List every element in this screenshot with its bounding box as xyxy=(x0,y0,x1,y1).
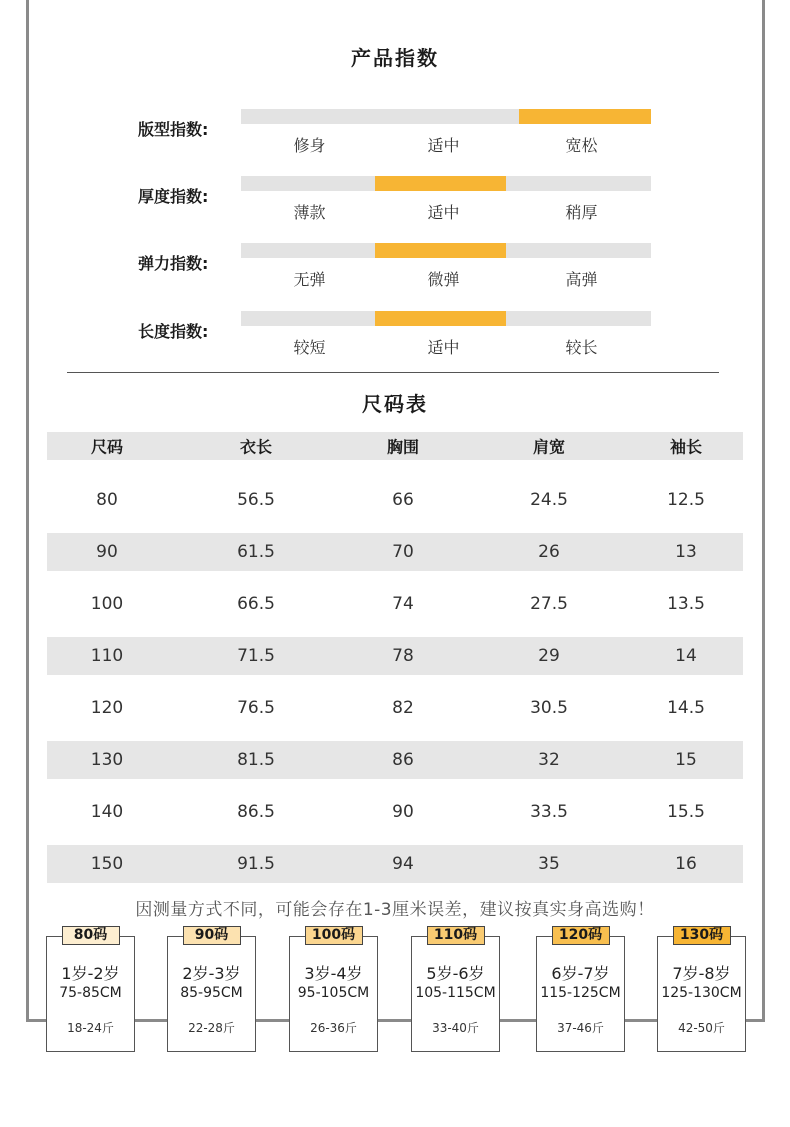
table-cell: 29 xyxy=(538,646,560,666)
table-cell: 90 xyxy=(96,542,118,562)
table-cell: 80 xyxy=(96,490,118,510)
table-cell: 86 xyxy=(392,750,414,770)
size-badge: 90码 xyxy=(183,926,241,945)
frame-bottom-border xyxy=(26,1019,765,1022)
card-height-range: 125-130CM xyxy=(661,985,742,1001)
table-header-cell: 尺码 xyxy=(90,437,124,457)
index-option: 稍厚 xyxy=(565,203,598,222)
table-cell: 91.5 xyxy=(237,854,275,874)
table-cell: 110 xyxy=(90,646,124,666)
card-weight-range: 26-36斤 xyxy=(310,1021,357,1035)
table-cell: 70 xyxy=(392,542,414,562)
size-badge: 120码 xyxy=(552,926,610,945)
table-cell: 81.5 xyxy=(237,750,275,770)
size-card xyxy=(657,927,746,1052)
table-row xyxy=(47,689,743,727)
index-label: 版型指数: xyxy=(138,120,209,139)
index-option: 适中 xyxy=(427,136,460,155)
size-card xyxy=(411,927,500,1052)
index-selected-marker xyxy=(519,109,651,124)
index-option: 高弹 xyxy=(565,270,598,289)
table-cell: 76.5 xyxy=(237,698,275,718)
table-row xyxy=(47,845,743,883)
table-cell: 120 xyxy=(90,698,124,718)
table-cell: 61.5 xyxy=(237,542,275,562)
index-label: 厚度指数: xyxy=(138,187,209,206)
table-cell: 15 xyxy=(675,750,697,770)
table-row xyxy=(47,637,743,675)
table-cell: 27.5 xyxy=(530,594,568,614)
size-card xyxy=(46,927,135,1052)
index-option: 修身 xyxy=(293,136,326,155)
table-cell: 13.5 xyxy=(667,594,705,614)
index-option: 较短 xyxy=(293,338,326,357)
index-option: 微弹 xyxy=(427,270,460,289)
table-cell: 100 xyxy=(90,594,124,614)
table-cell: 130 xyxy=(90,750,124,770)
table-header-cell: 胸围 xyxy=(386,437,420,457)
table-cell: 14 xyxy=(675,646,697,666)
table-cell: 15.5 xyxy=(667,802,705,822)
size-badge: 100码 xyxy=(305,926,363,945)
card-height-range: 105-115CM xyxy=(415,985,496,1001)
index-row xyxy=(0,243,790,293)
table-row xyxy=(47,533,743,571)
table-cell: 13 xyxy=(675,542,697,562)
table-cell: 14.5 xyxy=(667,698,705,718)
size-chart-table xyxy=(47,432,743,892)
table-cell: 78 xyxy=(392,646,414,666)
card-age-range: 6岁-7岁 xyxy=(551,964,610,983)
card-height-range: 95-105CM xyxy=(297,985,370,1001)
table-header-cell: 衣长 xyxy=(239,437,273,457)
index-option: 无弹 xyxy=(293,270,326,289)
index-option: 薄款 xyxy=(293,203,326,222)
table-cell: 16 xyxy=(675,854,697,874)
table-header-cell: 肩宽 xyxy=(532,437,566,457)
table-cell: 90 xyxy=(392,802,414,822)
index-row xyxy=(0,311,790,361)
table-cell: 94 xyxy=(392,854,414,874)
card-age-range: 3岁-4岁 xyxy=(304,964,363,983)
card-height-range: 75-85CM xyxy=(59,985,122,1001)
card-weight-range: 22-28斤 xyxy=(188,1021,235,1035)
card-height-range: 115-125CM xyxy=(540,985,621,1001)
index-option: 适中 xyxy=(427,338,460,357)
table-header-cell: 袖长 xyxy=(669,437,703,457)
section-divider xyxy=(67,372,719,373)
card-age-range: 7岁-8岁 xyxy=(672,964,731,983)
size-card xyxy=(167,927,256,1052)
index-option: 宽松 xyxy=(565,136,598,155)
size-badge: 80码 xyxy=(62,926,120,945)
card-age-range: 5岁-6岁 xyxy=(426,964,485,983)
index-row xyxy=(0,176,790,226)
table-cell: 26 xyxy=(538,542,560,562)
index-label: 弹力指数: xyxy=(138,254,209,273)
card-weight-range: 33-40斤 xyxy=(432,1021,479,1035)
index-option: 适中 xyxy=(427,203,460,222)
table-cell: 82 xyxy=(392,698,414,718)
index-row xyxy=(0,109,790,159)
table-cell: 30.5 xyxy=(530,698,568,718)
index-selected-marker xyxy=(375,176,506,191)
table-row xyxy=(47,741,743,779)
card-age-range: 2岁-3岁 xyxy=(182,964,241,983)
table-cell: 12.5 xyxy=(667,490,705,510)
table-cell: 86.5 xyxy=(237,802,275,822)
table-cell: 35 xyxy=(538,854,560,874)
card-weight-range: 42-50斤 xyxy=(678,1021,725,1035)
table-cell: 66 xyxy=(392,490,414,510)
table-header-row xyxy=(47,432,743,460)
table-cell: 74 xyxy=(392,594,414,614)
table-row xyxy=(47,481,743,519)
table-cell: 71.5 xyxy=(237,646,275,666)
table-cell: 32 xyxy=(538,750,560,770)
card-height-range: 85-95CM xyxy=(180,985,243,1001)
card-weight-range: 18-24斤 xyxy=(67,1021,114,1035)
table-cell: 66.5 xyxy=(237,594,275,614)
table-cell: 24.5 xyxy=(530,490,568,510)
table-row xyxy=(47,793,743,831)
card-age-range: 1岁-2岁 xyxy=(61,964,120,983)
size-card xyxy=(289,927,378,1052)
table-cell: 140 xyxy=(90,802,124,822)
index-option: 较长 xyxy=(565,338,598,357)
card-weight-range: 37-46斤 xyxy=(557,1021,604,1035)
size-badge: 110码 xyxy=(427,926,485,945)
index-selected-marker xyxy=(375,311,506,326)
index-selected-marker xyxy=(375,243,506,258)
table-cell: 150 xyxy=(90,854,124,874)
table-cell: 56.5 xyxy=(237,490,275,510)
size-chart-title: 尺码表 xyxy=(362,392,428,416)
product-index-title: 产品指数 xyxy=(351,46,439,70)
index-label: 长度指数: xyxy=(138,322,209,341)
size-badge: 130码 xyxy=(673,926,731,945)
size-card xyxy=(536,927,625,1052)
measurement-note: 因测量方式不同，可能会存在1-3厘米误差，建议按真实身高选购！ xyxy=(135,900,655,920)
table-row xyxy=(47,585,743,623)
table-cell: 33.5 xyxy=(530,802,568,822)
